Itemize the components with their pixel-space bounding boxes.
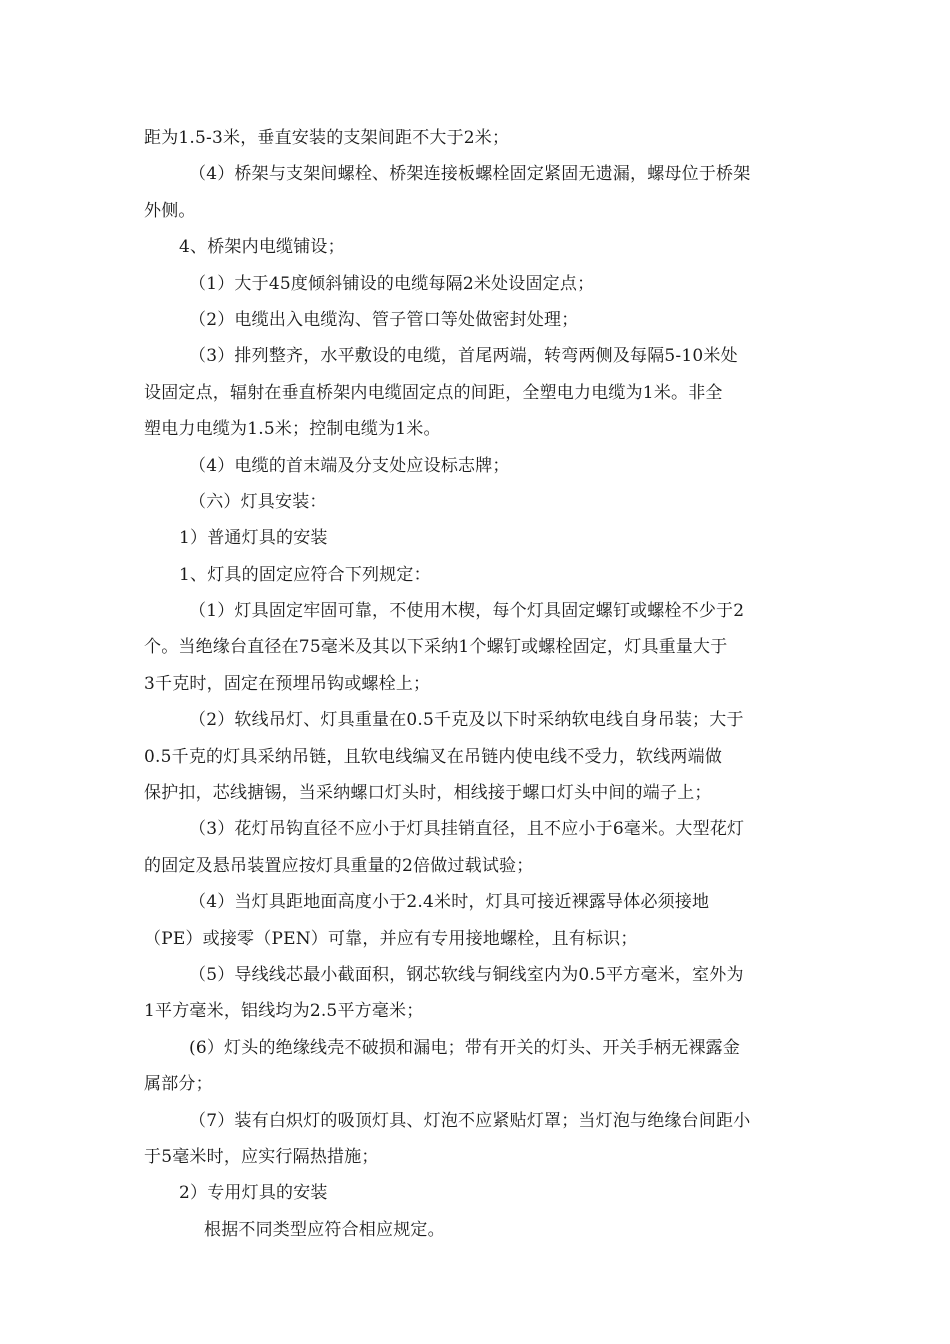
- text-line: 于5毫米时，应实行隔热措施；: [144, 1146, 379, 1167]
- text-line: 3千克时，固定在预埋吊钩或螺栓上；: [144, 673, 431, 694]
- text-line: (6）灯头的绝缘线壳不破损和漏电；带有开关的灯头、开关手柄无裸露金: [189, 1037, 741, 1058]
- text-line: 1、灯具的固定应符合下列规定：: [179, 564, 431, 585]
- text-line: 外侧。: [144, 200, 196, 221]
- text-line: 0.5千克的灯具采纳吊链，且软电线编叉在吊链内使电线不受力，软线两端做: [144, 746, 723, 767]
- text-line: （2）软线吊灯、灯具重量在0.5千克及以下时采纳软电线自身吊装；大于: [189, 710, 744, 731]
- text-line: 保护扣，芯线搪锡，当采纳螺口灯头时，相线接于螺口灯头中间的端子上；: [144, 783, 712, 804]
- text-line: （4）桥架与支架间螺栓、桥架连接板螺栓固定紧固无遗漏，螺母位于桥架: [189, 164, 751, 185]
- text-line: 的固定及悬吊装置应按灯具重量的2倍做过载试验；: [144, 855, 534, 876]
- text-line: （1）灯具固定牢固可靠，不使用木楔，每个灯具固定螺钉或螺栓不少于2: [189, 601, 745, 622]
- text-line: 1平方毫米，铝线均为2.5平方毫米；: [144, 1001, 424, 1022]
- document-body: [144, 120, 809, 1248]
- text-line: （3）花灯吊钩直径不应小于灯具挂销直径，且不应小于6毫米。大型花灯: [189, 819, 745, 840]
- text-line: （4）当灯具距地面高度小于2.4米时，灯具可接近裸露导体必须接地: [189, 892, 710, 913]
- text-line: （2）电缆出入电缆沟、管子管口等处做密封处理；: [189, 309, 579, 330]
- subsection-heading: 2）专用灯具的安装: [179, 1183, 328, 1204]
- text-line: （3）排列整齐，水平敷设的电缆，首尾两端，转弯两侧及每隔5-10米处: [189, 346, 738, 367]
- text-line: （7）装有白炽灯的吸顶灯具、灯泡不应紧贴灯罩；当灯泡与绝缘台间距小: [189, 1110, 751, 1131]
- subsection-heading: 1）普通灯具的安装: [179, 528, 328, 549]
- section-heading: （六）灯具安装：: [189, 491, 327, 512]
- text-line: （PE）或接零（PEN）可靠，并应有专用接地螺栓，且有标识；: [144, 928, 638, 949]
- text-line: 设固定点，辐射在垂直桥架内电缆固定点的间距，全塑电力电缆为1米。非全: [144, 382, 723, 403]
- text-line: （4）电缆的首末端及分支处应设标志牌；: [189, 455, 510, 476]
- text-line: 距为1.5-3米，垂直安装的支架间距不大于2米；: [144, 128, 510, 148]
- text-line: （1）大于45度倾斜铺设的电缆每隔2米处设固定点；: [189, 273, 595, 294]
- text-line: （5）导线线芯最小截面积，钢芯软线与铜线室内为0.5平方毫米，室外为: [189, 964, 744, 985]
- text-line: 塑电力电缆为1.5米；控制电缆为1米。: [144, 419, 441, 440]
- text-line: 根据不同类型应符合相应规定。: [204, 1219, 445, 1240]
- text-line: 属部分；: [144, 1074, 213, 1095]
- text-line: 个。当绝缘台直径在75毫米及其以下采纳1个螺钉或螺栓固定，灯具重量大于: [144, 637, 728, 658]
- text-line: 4、桥架内电缆铺设；: [179, 237, 345, 258]
